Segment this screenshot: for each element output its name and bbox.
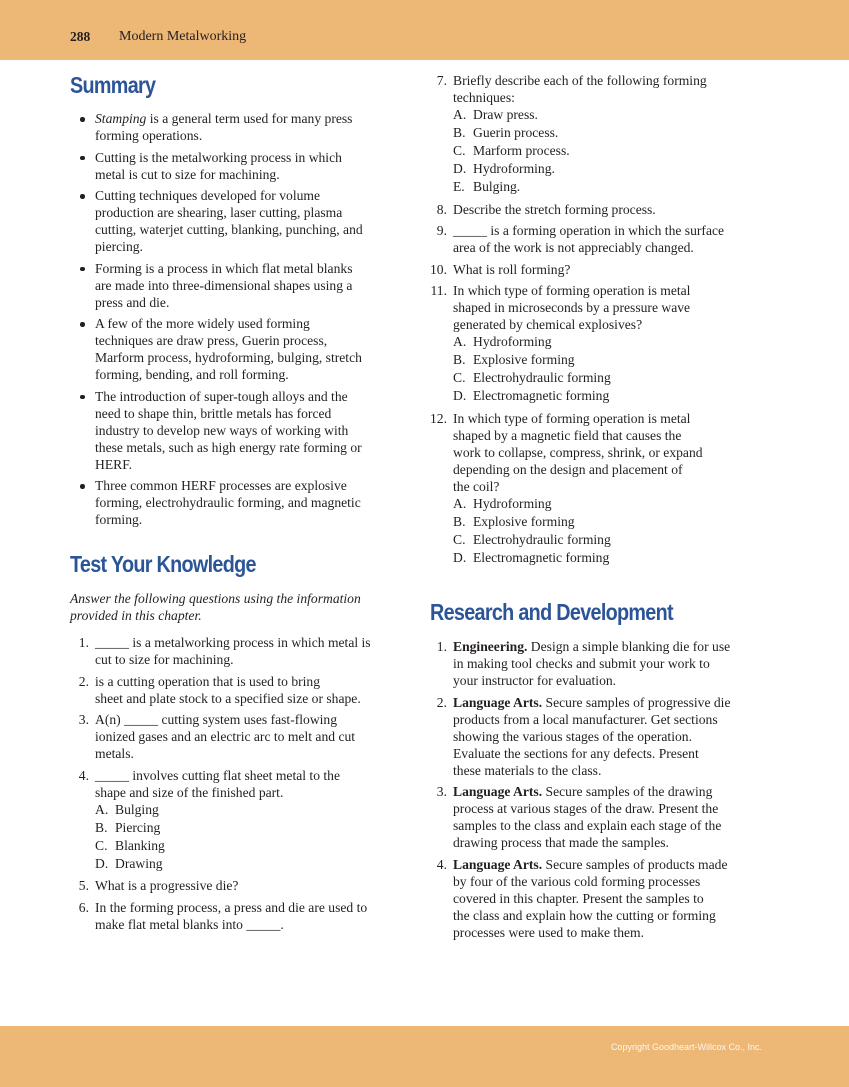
summary-bullet <box>70 110 410 144</box>
option-letter: A. <box>95 801 109 817</box>
answer-option <box>453 549 775 567</box>
answer-option <box>453 106 775 124</box>
question-number: 12. <box>430 410 447 426</box>
question-number: 11. <box>430 283 447 298</box>
question-number: 4. <box>78 767 89 783</box>
item-subject: Engineering. <box>453 639 528 654</box>
option-letter: B. <box>453 513 466 529</box>
option-text: Bulging <box>115 801 159 817</box>
questions-right <box>430 72 775 571</box>
option-text: Hydroforming <box>473 495 552 511</box>
summary-bullet <box>70 388 410 473</box>
question-item <box>430 282 775 405</box>
bullet-text: Three common HERF processes are explosive forming, electrohydraulic forming, and magnetic forming. <box>95 478 361 527</box>
option-text: Marform process. <box>473 143 570 158</box>
research-item <box>430 694 775 779</box>
option-letter: A. <box>453 107 467 122</box>
test-intro: Answer the following questions using the information provided in this chapter. <box>70 591 361 623</box>
question-number: 10. <box>430 261 447 277</box>
answer-option <box>95 819 412 837</box>
bullet-text: The introduction of super-tough alloys and the need to shape thin, brittle metals has forced industry to develop new ways of working with these metals, such as high energy rate forming or HERF. <box>95 388 362 472</box>
option-text: Explosive forming <box>473 513 575 529</box>
option-text: Draw press. <box>473 107 538 122</box>
bullet-text: Cutting techniques developed for volume production are shearing, laser cutting, plasma cutting, waterjet cutting, blanking, punching, and piercing. <box>95 188 363 254</box>
question-item <box>72 877 412 894</box>
item-number: 1. <box>436 639 447 654</box>
option-letter: D. <box>453 161 467 176</box>
bullet-text: Forming is a process in which flat metal blanks are made into three-dimensional shapes using a press and die. <box>95 260 353 310</box>
page-footer <box>0 1026 849 1087</box>
question-number: 7. <box>436 73 447 88</box>
option-letter: B. <box>95 819 108 835</box>
summary-bullet <box>70 187 410 255</box>
answer-option <box>453 333 775 351</box>
question-item <box>72 634 412 668</box>
option-text: Piercing <box>115 819 161 835</box>
questions-left <box>72 634 412 937</box>
research-heading: Research and Development <box>430 599 673 625</box>
question-text: Briefly describe each of the following forming techniques: <box>453 73 707 105</box>
option-letter: D. <box>453 549 467 565</box>
research-item <box>430 638 775 689</box>
question-number: 6. <box>78 899 89 915</box>
item-subject: Language Arts. <box>453 694 543 710</box>
option-letter: A. <box>453 334 467 349</box>
option-text: Bulging. <box>473 179 521 194</box>
answer-option <box>453 387 775 405</box>
item-number: 4. <box>436 856 447 872</box>
item-subject: Language Arts. <box>453 784 543 799</box>
question-text: Describe the stretch forming process. <box>453 201 656 217</box>
question-item <box>430 261 775 278</box>
summary-list <box>70 110 410 533</box>
answer-option <box>453 142 775 160</box>
question-number: 1. <box>78 635 89 650</box>
question-item <box>430 410 775 567</box>
question-number: 3. <box>78 712 89 727</box>
research-list <box>430 638 775 945</box>
question-text: _____ is a forming operation in which the surface area of the work is not appreciably changed. <box>453 223 725 255</box>
test-heading: Test Your Knowledge <box>70 551 256 577</box>
item-subject: Language Arts. <box>453 856 543 872</box>
option-letter: B. <box>453 125 466 140</box>
summary-heading: Summary <box>70 72 156 98</box>
copyright: Copyright Goodheart-Willcox Co., Inc. <box>610 1042 762 1052</box>
question-number: 5. <box>78 878 89 893</box>
question-text: In which type of forming operation is metal shaped by a magnetic field that causes the work to collapse, compress, shrink, or expand depending on the design and placement of the coil? <box>453 410 703 494</box>
question-text: What is a progressive die? <box>95 878 239 893</box>
summary-bullet <box>70 477 410 528</box>
option-text: Electrohydraulic forming <box>473 370 611 385</box>
option-letter: C. <box>453 143 466 158</box>
page-number: 288 <box>70 29 91 44</box>
question-text: A(n) _____ cutting system uses fast-flowing ionized gases and an electric arc to melt and cut metals. <box>95 712 356 761</box>
question-text: What is roll forming? <box>453 261 571 277</box>
bullet-text: Cutting is the metalworking process in which metal is cut to size for machining. <box>95 149 342 182</box>
question-item <box>72 711 412 762</box>
answer-option <box>453 178 775 196</box>
item-text: Secure samples of products made by four of the various cold forming processes covered in this chapter. Present the samples to the class and explain how the cutting or forming processes were used to make them. <box>453 856 728 940</box>
question-number: 8. <box>436 201 447 217</box>
page-header <box>0 0 849 60</box>
item-text: Secure samples of progressive die products from a local manufacturer. Get sections showing the various stages of the operation. Evaluate the sections for any defects. Present these materials to the class. <box>453 694 731 778</box>
answer-option <box>453 124 775 142</box>
answer-options <box>95 801 412 873</box>
answer-option <box>95 855 412 873</box>
answer-option <box>95 801 412 819</box>
summary-bullet <box>70 149 410 183</box>
answer-option <box>453 369 775 387</box>
option-text: Electromagnetic forming <box>473 388 610 403</box>
question-text: _____ is a metalworking process in which metal is cut to size for machining. <box>95 635 371 667</box>
option-letter: C. <box>95 837 108 853</box>
question-number: 2. <box>78 673 89 689</box>
question-item <box>72 767 412 873</box>
option-letter: E. <box>453 179 465 194</box>
option-text: Hydroforming. <box>473 161 555 176</box>
research-item <box>430 856 775 941</box>
item-text: Design a simple blanking die for use in making tool checks and submit your work to your instructor for evaluation. <box>453 639 731 688</box>
answer-options <box>453 106 775 196</box>
option-text: Guerin process. <box>473 125 559 140</box>
option-text: Drawing <box>115 855 163 871</box>
question-text: _____ involves cutting flat sheet metal to the shape and size of the finished part. <box>95 767 341 800</box>
option-text: Hydroforming <box>473 334 552 349</box>
question-item <box>430 201 775 218</box>
item-number: 2. <box>436 694 447 710</box>
answer-option <box>95 837 412 855</box>
option-letter: D. <box>453 388 467 403</box>
option-letter: C. <box>453 370 466 385</box>
question-number: 9. <box>436 223 447 238</box>
question-text: is a cutting operation that is used to bring sheet and plate stock to a specified size or shape. <box>95 673 361 706</box>
option-letter: A. <box>453 495 467 511</box>
research-item <box>430 783 775 851</box>
question-item <box>430 72 775 196</box>
question-text: In the forming process, a press and die are used to make flat metal blanks into _____. <box>95 899 368 932</box>
option-text: Electrohydraulic forming <box>473 531 611 547</box>
question-text: In which type of forming operation is metal shaped in microseconds by a pressure wave generated by chemical explosives? <box>453 283 691 332</box>
option-letter: B. <box>453 352 466 367</box>
question-item <box>430 222 775 256</box>
bullet-text: A few of the more widely used forming techniques are draw press, Guerin process, Marform process, hydroforming, bulging, stretch forming, bending, and roll forming. <box>95 316 362 382</box>
summary-bullet <box>70 260 410 311</box>
answer-options <box>453 495 775 567</box>
item-number: 3. <box>436 784 447 799</box>
summary-bullet <box>70 315 410 383</box>
option-letter: C. <box>453 531 466 547</box>
book-title: Modern Metalworking <box>119 29 247 44</box>
answer-option <box>453 531 775 549</box>
option-text: Explosive forming <box>473 352 575 367</box>
answer-option <box>453 495 775 513</box>
item-text: Secure samples of the drawing process at various stages of the draw. Present the samples to the class and explain each stage of the drawing process that made the samples. <box>453 784 722 850</box>
question-item <box>72 899 412 933</box>
answer-option <box>453 513 775 531</box>
answer-option <box>453 351 775 369</box>
question-item <box>72 673 412 707</box>
option-text: Electromagnetic forming <box>473 549 610 565</box>
bullet-emphasis: Stamping <box>95 111 147 126</box>
option-letter: D. <box>95 855 109 871</box>
answer-option <box>453 160 775 178</box>
answer-options <box>453 333 775 405</box>
option-text: Blanking <box>115 837 165 853</box>
bullet-text: is a general term used for many press forming operations. <box>95 111 353 143</box>
